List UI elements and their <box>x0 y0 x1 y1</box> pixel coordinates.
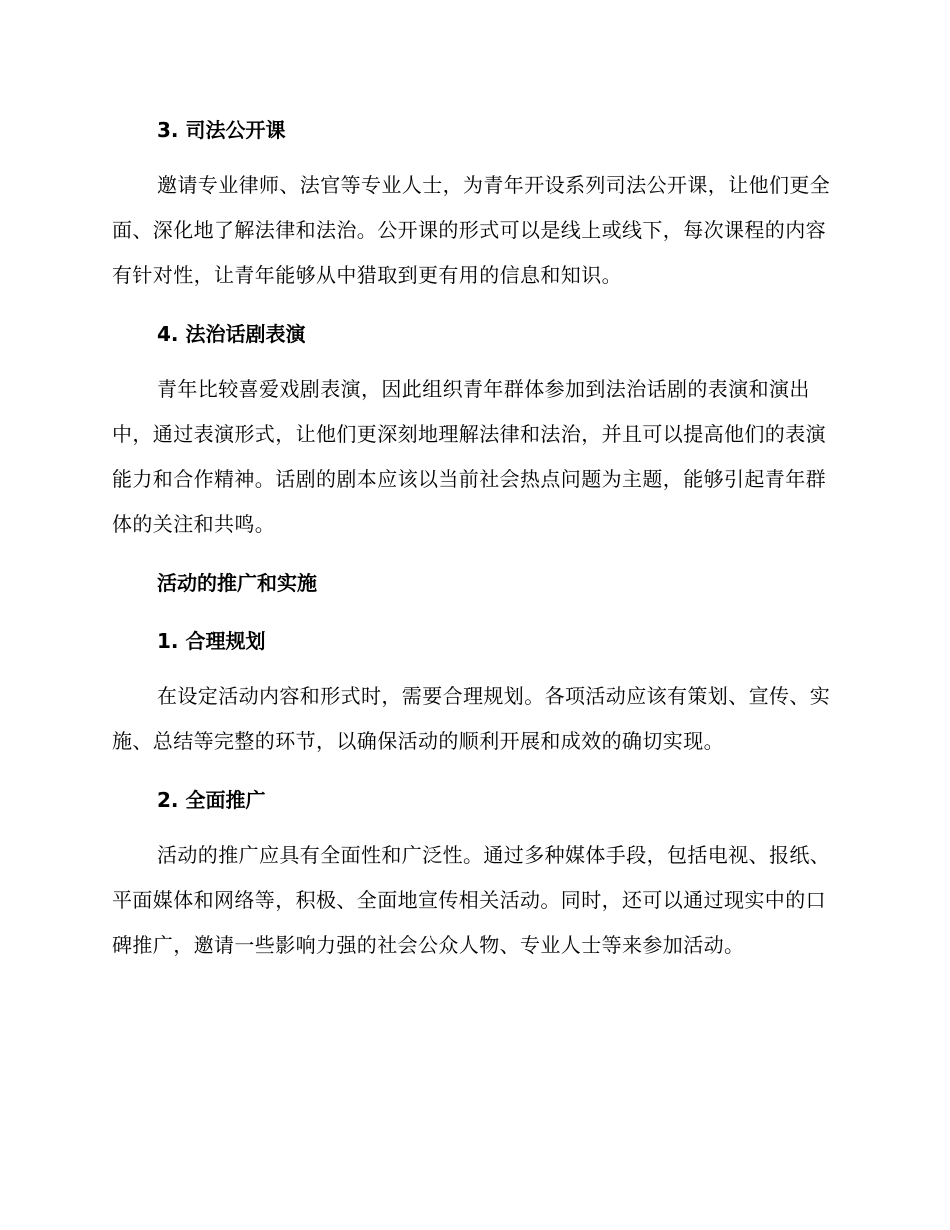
section-heading-legal-drama: 4. 法治话剧表演 <box>157 322 306 346</box>
subsection-paragraph-planning: 在设定活动内容和形式时，需要合理规划。各项活动应该有策划、宣传、实施、总结等完整的环节，以确保活动的顺利开展和成效的确切实现。 <box>112 684 831 753</box>
subsection-heading-promotion: 2. 全面推广 <box>157 788 266 812</box>
subsection-heading-planning: 1. 合理规划 <box>157 629 266 653</box>
section-heading-judicial-open-class: 3. 司法公开课 <box>157 118 286 142</box>
chapter-title: 活动的推广和实施 <box>157 571 317 595</box>
subsection-paragraph-promotion: 活动的推广应具有全面性和广泛性。通过多种媒体手段，包括电视、报纸、平面媒体和网络等，积极、全面地宣传相关活动。同时，还可以通过现实中的口碑推广，邀请一些影响力强的社会公众人物、专业人士等来参加活动。 <box>112 843 831 957</box>
section-paragraph-judicial-open-class: 邀请专业律师、法官等专业人士，为青年开设系列司法公开课，让他们更全面、深化地了解法律和法治。公开课的形式可以是线上或线下，每次课程的内容有针对性，让青年能够从中猎取到更有用的信息和知识。 <box>112 173 831 287</box>
section-paragraph-legal-drama: 青年比较喜爱戏剧表演，因此组织青年群体参加到法治话剧的表演和演出中，通过表演形式，让他们更深刻地理解法律和法治，并且可以提高他们的表演能力和合作精神。话剧的剧本应该以当前社会热点问题为主题，能够引起青年群体的关注和共鸣。 <box>112 377 826 536</box>
